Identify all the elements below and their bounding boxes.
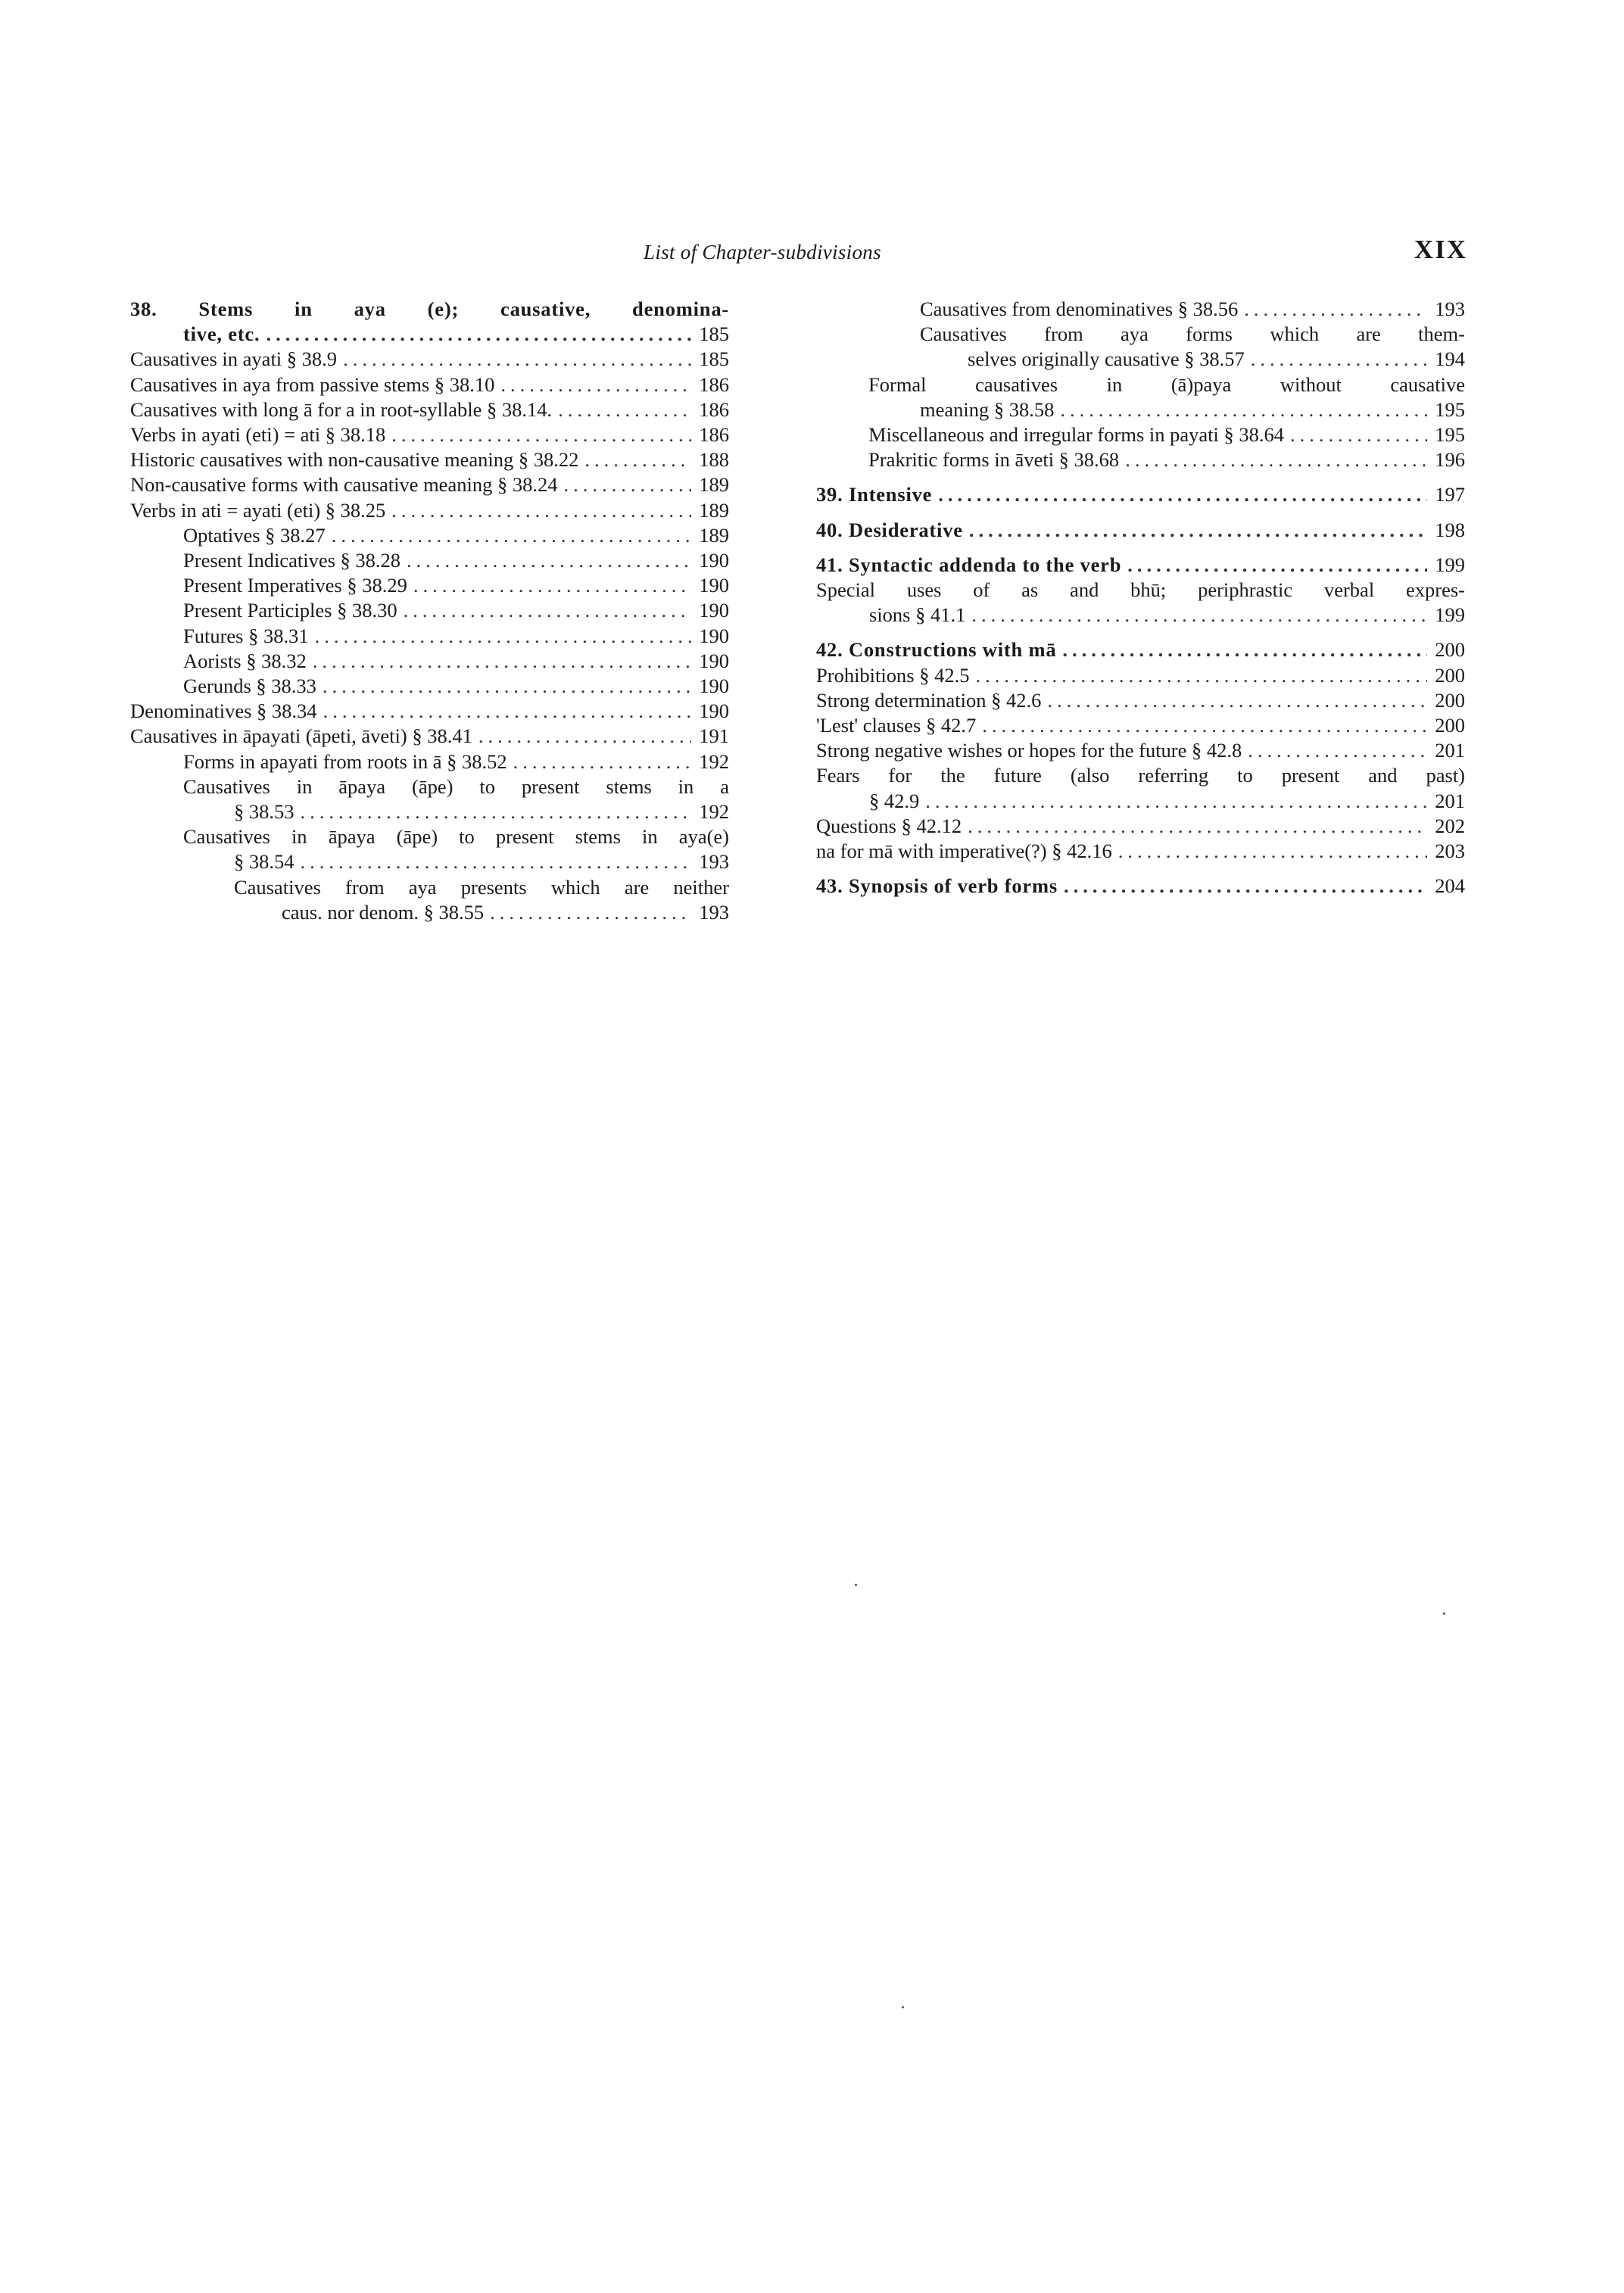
toc-entry xyxy=(130,347,729,372)
toc-entry-first-line: Causatives in āpaya (āpe) to present stems in a xyxy=(183,774,729,798)
toc-entry-title: Aorists § 38.32 xyxy=(183,649,307,672)
toc-entry xyxy=(130,649,729,674)
toc-page-number: 189 xyxy=(699,498,729,522)
toc-page-number: 193 xyxy=(699,900,729,924)
toc-entry-title: Verbs in ati = ayati (eti) § 38.25 xyxy=(130,498,386,522)
toc-entry xyxy=(816,713,1465,738)
toc-page-number: 190 xyxy=(699,549,729,572)
toc-entry-title: 43. Synopsis of verb forms xyxy=(816,874,1058,898)
toc-page-number: 195 xyxy=(1435,397,1465,421)
dot-leader xyxy=(1290,422,1427,447)
dot-leader xyxy=(1248,738,1427,763)
toc-entry xyxy=(816,814,1465,839)
toc-chapter-entry xyxy=(816,874,1465,899)
toc-page-number: 193 xyxy=(699,850,729,874)
toc-page-number: 190 xyxy=(699,599,729,622)
toc-chapter-entry xyxy=(816,553,1465,578)
toc-page-number: 190 xyxy=(699,699,729,723)
toc-page-number: 204 xyxy=(1435,874,1465,898)
toc-page-number: 197 xyxy=(1435,483,1465,506)
dot-leader xyxy=(404,598,691,623)
dot-leader xyxy=(1062,637,1427,662)
toc-entry xyxy=(130,372,729,397)
toc-page-number: 200 xyxy=(1435,638,1465,662)
toc-entry xyxy=(816,447,1465,472)
scan-speck xyxy=(902,2006,904,2008)
dot-leader xyxy=(391,498,691,523)
toc-entry-title: 39. Intensive xyxy=(816,483,933,506)
toc-page-number: 201 xyxy=(1435,739,1465,762)
toc-entry xyxy=(816,688,1465,713)
toc-entry-title: § 42.9 xyxy=(869,789,920,812)
toc-entry xyxy=(130,523,729,548)
toc-entry-title: 'Lest' clauses § 42.7 xyxy=(816,714,977,737)
toc-entry xyxy=(130,674,729,699)
dot-leader xyxy=(584,447,691,472)
page-number-roman: XIX xyxy=(1414,235,1467,264)
toc-entry-title: Forms in apayati from roots in ā § 38.52 xyxy=(183,749,507,773)
toc-entry xyxy=(130,624,729,649)
toc-page-number: 202 xyxy=(1435,814,1465,837)
toc-page-number: 190 xyxy=(699,574,729,597)
dot-leader xyxy=(478,724,691,749)
dot-leader xyxy=(513,749,691,774)
dot-leader xyxy=(391,422,691,447)
toc-page-number: 198 xyxy=(1435,518,1465,541)
toc-entry-title: Prohibitions § 42.5 xyxy=(816,663,970,687)
toc-entry-title: Causatives in āpayati (āpeti, āveti) § 38.41 xyxy=(130,724,472,748)
toc-entry-title: sions § 41.1 xyxy=(869,603,966,627)
dot-leader xyxy=(938,482,1427,507)
toc-page-number: 195 xyxy=(1435,423,1465,447)
toc-entry-first-line: 38. Stems in aya (e); causative, denomina- xyxy=(130,298,729,320)
toc-page-number: 199 xyxy=(1435,553,1465,576)
toc-entry xyxy=(130,472,729,497)
dot-leader xyxy=(975,663,1427,688)
toc-entry-first-line: Causatives from aya forms which are them- xyxy=(920,322,1465,346)
toc-entry-title: Prakritic forms in āveti § 38.68 xyxy=(868,448,1120,472)
toc-entry xyxy=(130,875,729,925)
dot-leader xyxy=(332,523,691,548)
toc-entry-title: Miscellaneous and irregular forms in payati § 38.64 xyxy=(868,423,1284,447)
toc-entry-title: Strong negative wishes or hopes for the future § 42.8 xyxy=(816,739,1242,762)
dot-leader xyxy=(968,814,1427,839)
toc-page-number: 188 xyxy=(699,448,729,472)
toc-entry-title: Causatives from denominatives § 38.56 xyxy=(920,298,1239,320)
dot-leader xyxy=(301,849,692,874)
toc-entry-first-line: Causatives from aya presents which are neither xyxy=(234,875,729,899)
toc-entry-title: caus. nor denom. § 38.55 xyxy=(282,900,485,924)
scan-speck xyxy=(855,1584,857,1586)
toc-entry-title: Denominatives § 38.34 xyxy=(130,699,317,723)
toc-page-number: 190 xyxy=(699,649,729,672)
dot-leader xyxy=(313,649,691,674)
toc-entry xyxy=(130,548,729,573)
toc-chapter-entry xyxy=(816,518,1465,543)
dot-leader xyxy=(1060,397,1427,422)
scan-speck xyxy=(1443,1612,1445,1615)
toc-page-number: 189 xyxy=(699,523,729,547)
toc-entry xyxy=(130,422,729,447)
toc-entry-title: § 38.53 xyxy=(234,800,295,824)
toc-entry-title: 42. Constructions with mā xyxy=(816,638,1057,662)
toc-entry xyxy=(130,573,729,598)
toc-page-number: 201 xyxy=(1435,789,1465,812)
toc-page-number: 186 xyxy=(699,423,729,447)
toc-entry xyxy=(130,724,729,749)
toc-page-number: 190 xyxy=(699,675,729,698)
toc-entry-first-line: Fears for the future (also referring to present and past) xyxy=(816,764,1465,787)
toc-entry-first-line: Formal causatives in (ā)paya without causative xyxy=(868,372,1465,396)
toc-entry xyxy=(816,738,1465,763)
dot-leader xyxy=(1047,688,1427,713)
toc-page-number: 192 xyxy=(699,749,729,773)
dot-leader xyxy=(301,799,692,824)
toc-chapter-entry xyxy=(816,482,1465,507)
toc-entry xyxy=(816,422,1465,447)
toc-entry-title: Causatives with long ā for a in root-syllable § 38.14. xyxy=(130,397,553,421)
dot-leader xyxy=(1244,297,1427,322)
toc-entry-title: Optatives § 38.27 xyxy=(183,523,326,547)
toc-entry xyxy=(816,322,1465,372)
toc-page-number: 193 xyxy=(1435,298,1465,320)
toc-entry xyxy=(130,598,729,623)
toc-left-column xyxy=(130,297,729,925)
toc-entry-title: 41. Syntactic addenda to the verb xyxy=(816,553,1122,576)
toc-entry-first-line: Special uses of as and bhū; periphrastic verbal expres- xyxy=(816,578,1465,602)
toc-entry xyxy=(130,774,729,824)
toc-entry xyxy=(816,839,1465,864)
dot-leader xyxy=(315,624,691,649)
toc-entry-title: Verbs in ayati (eti) = ati § 38.18 xyxy=(130,423,386,447)
toc-page-number: 186 xyxy=(699,372,729,396)
running-title: List of Chapter-subdivisions xyxy=(644,241,881,263)
dot-leader xyxy=(969,518,1427,543)
toc-entry-title: § 38.54 xyxy=(234,850,295,874)
toc-entry-first-line: Causatives in āpaya (āpe) to present stems in aya(e) xyxy=(183,825,729,849)
toc-chapter-entry xyxy=(130,297,729,347)
dot-leader xyxy=(323,699,691,724)
toc-entry-title: 40. Desiderative xyxy=(816,518,963,541)
toc-page-number: 194 xyxy=(1435,347,1465,371)
toc-entry xyxy=(816,663,1465,688)
toc-entry-title: Historic causatives with non-causative meaning § 38.22 xyxy=(130,448,579,472)
toc-entry xyxy=(816,297,1465,322)
dot-leader xyxy=(558,397,691,422)
toc-entry-title: meaning § 38.58 xyxy=(920,397,1055,421)
dot-leader xyxy=(1125,447,1427,472)
toc-entry-title: Futures § 38.31 xyxy=(183,624,309,647)
toc-entry-title: Causatives in aya from passive stems § 38.10 xyxy=(130,372,495,396)
dot-leader xyxy=(1127,553,1427,578)
toc-right-column xyxy=(816,297,1465,899)
toc-page-number: 189 xyxy=(699,473,729,497)
dot-leader xyxy=(266,322,691,347)
toc-page-number: 203 xyxy=(1435,840,1465,863)
toc-entry-title: Present Indicatives § 38.28 xyxy=(183,549,401,572)
toc-entry xyxy=(130,498,729,523)
toc-entry xyxy=(130,447,729,472)
toc-entry xyxy=(130,397,729,422)
dot-leader xyxy=(323,674,691,699)
toc-page-number: 200 xyxy=(1435,714,1465,737)
toc-entry xyxy=(816,763,1465,813)
dot-leader xyxy=(1251,347,1427,372)
toc-entry-title: Strong determination § 42.6 xyxy=(816,688,1042,712)
toc-page-number: 200 xyxy=(1435,688,1465,712)
toc-entry xyxy=(130,824,729,874)
toc-entry-title: Present Imperatives § 38.29 xyxy=(183,574,407,597)
toc-page-number: 196 xyxy=(1435,448,1465,472)
dot-leader xyxy=(1118,839,1427,864)
page-header xyxy=(0,235,1624,274)
toc-page-number: 200 xyxy=(1435,663,1465,687)
toc-entry-title: Present Participles § 38.30 xyxy=(183,599,397,622)
dot-leader xyxy=(343,347,691,372)
dot-leader xyxy=(407,548,691,573)
toc-entry-title: selves originally causative § 38.57 xyxy=(968,347,1245,371)
dot-leader xyxy=(925,789,1427,814)
toc-entry-title: Questions § 42.12 xyxy=(816,814,962,837)
dot-leader xyxy=(1064,874,1427,899)
toc-page-number: 191 xyxy=(699,724,729,748)
toc-page-number: 199 xyxy=(1435,603,1465,627)
toc-entry xyxy=(130,749,729,774)
toc-entry-title: Causatives in ayati § 38.9 xyxy=(130,347,338,371)
toc-page-number: 186 xyxy=(699,397,729,421)
toc-entry-title: Gerunds § 38.33 xyxy=(183,675,316,698)
toc-page-number: 185 xyxy=(699,347,729,371)
toc-entry-title: na for mā with imperative(?) § 42.16 xyxy=(816,840,1112,863)
dot-leader xyxy=(982,713,1427,738)
toc-entry xyxy=(816,372,1465,422)
dot-leader xyxy=(413,573,691,598)
dot-leader xyxy=(490,900,691,925)
toc-entry-title: tive, etc. xyxy=(183,322,260,346)
toc-page-number: 190 xyxy=(699,624,729,647)
toc-chapter-entry xyxy=(816,637,1465,662)
dot-leader xyxy=(563,472,691,497)
toc-page-number: 185 xyxy=(699,322,729,346)
toc-entry xyxy=(816,578,1465,628)
dot-leader xyxy=(500,372,691,397)
toc-page-number: 192 xyxy=(699,800,729,824)
toc-entry xyxy=(130,699,729,724)
dot-leader xyxy=(971,603,1427,628)
toc-entry-title: Non-causative forms with causative meaning § 38.24 xyxy=(130,473,558,497)
